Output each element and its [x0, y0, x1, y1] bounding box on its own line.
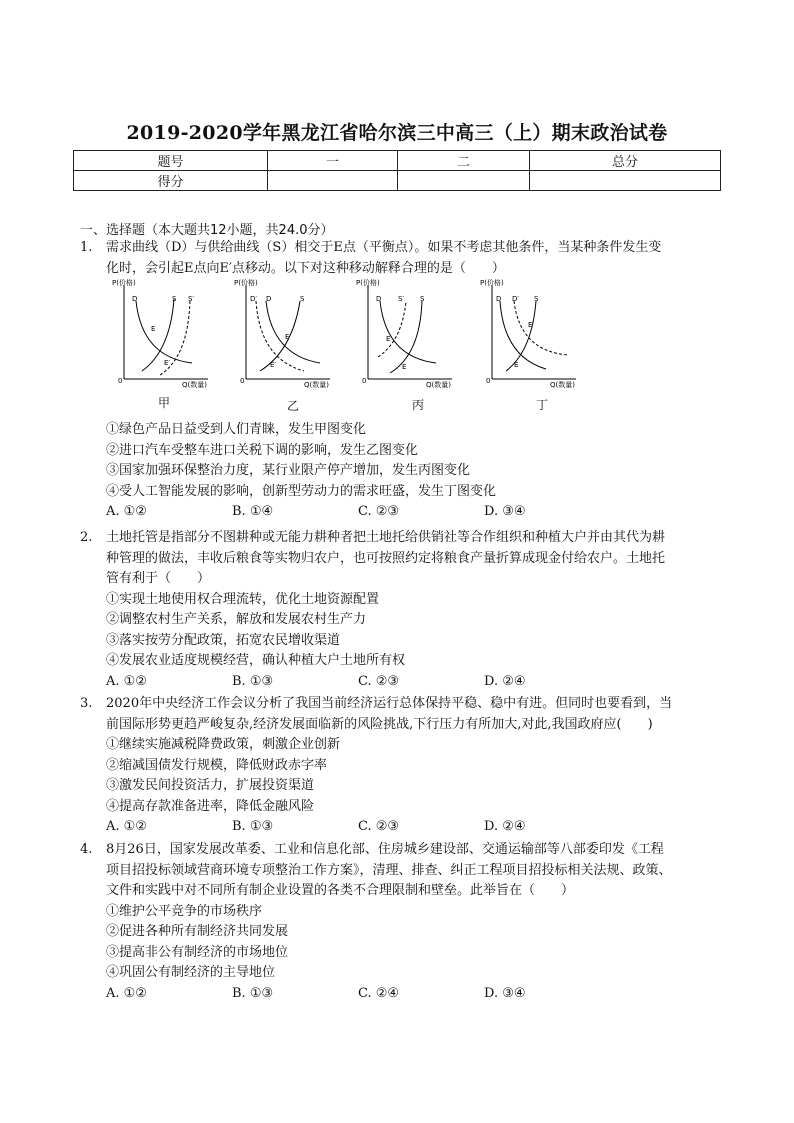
- chart-yi: [234, 279, 334, 389]
- statement-option: ②促进各种所有制经济共同发展: [106, 924, 289, 939]
- curve-label: S: [300, 295, 305, 303]
- question-number: 1.: [80, 240, 93, 255]
- question-stem-line: 8月26日，国家发展改革委、工业和信息化部、住房城乡建设部、交通运输部等八部委印发《工程: [106, 842, 664, 857]
- choice-c: C. ②③: [358, 819, 400, 834]
- point-label: E: [285, 333, 290, 341]
- curve-label: D′: [512, 295, 519, 303]
- section-heading: 一、选择题（本大题共12小题，共24.0分）: [80, 223, 334, 238]
- choice-d: D. ②④: [484, 819, 526, 834]
- statement-option: ①实现土地使用权合理流转，优化土地资源配置: [106, 591, 380, 607]
- statement-option: ②调整农村生产关系，解放和发展农村生产力: [106, 612, 367, 627]
- statement-option: ④巩固公有制经济的主导地位: [106, 965, 276, 980]
- score-header-cell: 总分: [530, 151, 721, 171]
- score-cell: [530, 171, 721, 191]
- origin-label: 0: [362, 377, 367, 385]
- curve-label: S: [420, 295, 425, 303]
- choice-d: D. ③④: [484, 985, 526, 1001]
- question-1: [80, 238, 720, 522]
- question-stem-line: 土地托管是指部分不图耕种或无能力耕种者把土地托给供销社等合作组织和种植大户并由其代为耕: [106, 530, 666, 545]
- question-stem-line: 种管理的做法，丰收后粮食等实物归农户，也可按照约定将粮食产量折算成现金付给农户。土地托: [106, 550, 666, 566]
- question-stem-line: 项目招投标领域营商环境专项整治工作方案》，清理、排查、纠正工程项目招投标相关法规、政策、: [106, 862, 672, 878]
- x-axis-label: Q(数量): [182, 381, 207, 389]
- question-number: 4.: [80, 842, 93, 857]
- choice-a: A. ①②: [106, 673, 147, 689]
- point-label: E′: [270, 361, 277, 369]
- x-axis-label: Q(数量): [550, 381, 575, 389]
- chart-caption: 丁: [536, 398, 549, 412]
- y-axis-label: P(价格): [356, 279, 380, 287]
- score-table: [73, 150, 721, 191]
- choice-b: B. ①③: [232, 673, 274, 689]
- chart-caption: 丙: [412, 398, 425, 412]
- question-2: [80, 528, 720, 692]
- statement-option: ③提高非公有制经济的市场地位: [106, 944, 289, 960]
- question-number: 3.: [80, 696, 93, 711]
- score-header-cell: 二: [398, 151, 530, 171]
- statement-option: ③国家加强环保整治力度，某行业限产停产增加，发生丙图变化: [106, 463, 471, 478]
- statement-option: ①继续实施减税降费政策，刺激企业创新: [106, 737, 341, 752]
- question-stem-line: 管有利于（ ）: [106, 571, 211, 586]
- score-table-header-row: [74, 151, 721, 171]
- curve-label: D′: [250, 295, 257, 303]
- point-label: E: [402, 363, 407, 371]
- chart-bing: [356, 279, 456, 389]
- point-label: E: [514, 361, 519, 369]
- point-label: E: [151, 325, 156, 333]
- curve-label: D: [376, 295, 382, 303]
- statement-option: ②进口汽车受整车进口关税下调的影响，发生乙图变化: [106, 442, 419, 458]
- answer-choices: [106, 502, 720, 522]
- score-header-cell: 题号: [74, 151, 268, 171]
- demand-curve-d: [136, 301, 192, 363]
- question-stem-line: 化时，会引起E点向E′点移动。以下对这种移动解释合理的是（ ）: [106, 260, 505, 276]
- choice-c: C. ②③: [358, 673, 400, 689]
- curve-label: S: [534, 295, 539, 303]
- y-axis-label: P(价格): [234, 279, 258, 287]
- choice-a: A. ①②: [106, 819, 147, 834]
- point-label: E′: [386, 335, 393, 343]
- score-table-row: [74, 171, 721, 191]
- supply-demand-charts: [84, 279, 720, 413]
- x-axis-label: Q(数量): [304, 381, 329, 389]
- chart-ding-graphic: [480, 279, 580, 389]
- choice-c: C. ②③: [358, 504, 400, 519]
- supply-curve-s: [260, 301, 300, 371]
- question-stem-line: 需求曲线（D）与供给曲线（S）相交于E点（平衡点）。如果不考虑其他条件，当某种条件发生变: [106, 240, 662, 255]
- score-row-label: 得分: [74, 171, 268, 191]
- curve-label: S′: [398, 295, 405, 303]
- choice-b: B. ①④: [232, 504, 274, 519]
- question-stem-line: 文件和实践中对不同所有制企业设置的各类不合理限制和壁垒。此举旨在（ ）: [106, 883, 575, 898]
- chart-jia-graphic: [112, 279, 212, 389]
- statement-option: ③激发民间投资活力，扩展投资渠道: [106, 778, 315, 793]
- curve-label: D: [132, 295, 138, 303]
- origin-label: 0: [118, 377, 123, 385]
- score-header-cell: 一: [268, 151, 398, 171]
- y-axis-label: P(价格): [480, 279, 504, 287]
- curve-label: D: [496, 295, 502, 303]
- choice-d: D. ②④: [484, 673, 526, 689]
- point-label: E′: [528, 321, 535, 329]
- statement-option: ④提高存款准备进率，降低金融风险: [106, 798, 315, 814]
- choice-a: A. ①②: [106, 985, 147, 1001]
- question-stem-line: 2020年中央经济工作会议分析了我国当前经济运行总体保持平稳、稳中有进。但同时也要看到，当: [106, 696, 673, 711]
- choice-c: C. ②④: [358, 985, 400, 1001]
- choice-b: B. ①③: [232, 985, 274, 1001]
- choice-b: B. ①③: [232, 819, 274, 834]
- demand-curve-d-prime: [256, 301, 304, 371]
- supply-curve-s: [506, 301, 536, 371]
- statement-option: ③落实按劳分配政策，拓宽农民增收渠道: [106, 632, 341, 648]
- statement-option: ④发展农业适度规模经营，确认种植大户土地所有权: [106, 653, 406, 668]
- question-stem-line: 前国际形势更趋严峻复杂,经济发展面临新的风险挑战,下行压力有所加大,对此,我国政府应( ): [106, 716, 653, 732]
- chart-caption: 甲: [158, 396, 171, 410]
- answer-choices: [106, 817, 720, 837]
- statement-option: ②缩减国债发行规模，降低财政赤字率: [106, 757, 328, 773]
- answer-choices: [106, 984, 720, 1004]
- x-axis-label: Q(数量): [426, 381, 451, 389]
- exam-title: 2019-2020学年黑龙江省哈尔滨三中高三（上）期末政治试卷: [126, 122, 668, 144]
- demand-curve-d: [500, 301, 546, 369]
- choice-a: A. ①②: [106, 504, 147, 519]
- question-3: [80, 694, 720, 837]
- chart-yi-graphic: [234, 279, 334, 389]
- chart-bing-graphic: [356, 279, 456, 389]
- question-4: [80, 840, 720, 1004]
- point-label: E′: [164, 359, 171, 367]
- statement-option: ①绿色产品日益受到人们青睐，发生甲图变化: [106, 422, 367, 437]
- score-cell: [268, 171, 398, 191]
- curve-label: S′: [188, 295, 195, 303]
- score-cell: [398, 171, 530, 191]
- origin-label: 0: [240, 377, 245, 385]
- demand-curve-d: [266, 301, 320, 363]
- question-number: 2.: [80, 530, 93, 545]
- curve-label: D: [266, 295, 272, 303]
- demand-curve-d: [380, 301, 436, 363]
- demand-curve-d-prime: [514, 301, 568, 355]
- choice-d: D. ③④: [484, 504, 526, 519]
- y-axis-label: P(价格): [112, 279, 136, 287]
- curve-label: S: [172, 295, 177, 303]
- statement-option: ①维护公平竞争的市场秩序: [106, 903, 263, 919]
- chart-jia: [112, 279, 212, 389]
- chart-caption: 乙: [287, 399, 300, 413]
- statement-option: ④受人工智能发展的影响，创新型劳动力的需求旺盛，发生丁图变化: [106, 483, 497, 499]
- answer-choices: [106, 672, 720, 692]
- chart-ding: [480, 279, 580, 389]
- origin-label: 0: [486, 377, 491, 385]
